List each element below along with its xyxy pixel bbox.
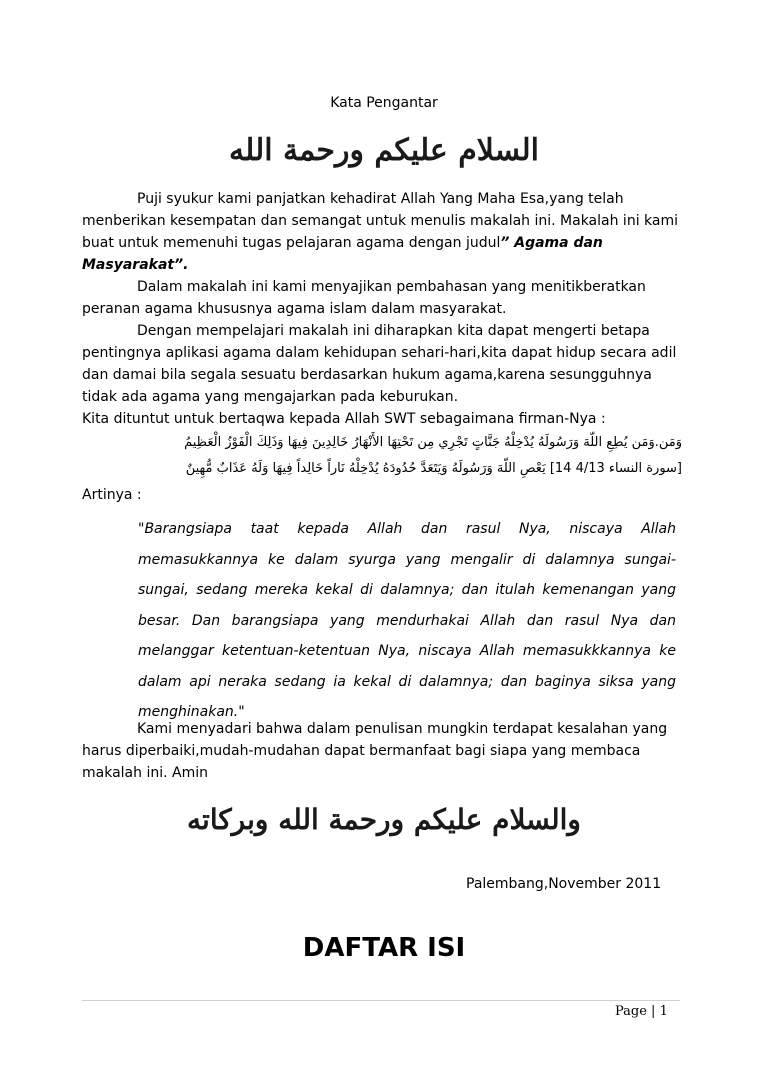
dateline: Palembang,November 2011 (466, 876, 662, 892)
closing-calligraphy: والسلام عليكم ورحمة الله وبركاته (187, 803, 581, 836)
intro-paragraph-4: Kita dituntut untuk bertaqwa kepada Allah SWT sebagaimana firman-Nya : (82, 411, 606, 427)
daftar-isi-heading: DAFTAR ISI (302, 933, 466, 963)
arabic-verse-line-2: [سورة النساء 4/13 14] يَعْصِ اللّهَ وَرَسُولَهُ وَيَتَعَدَّ حُدُودَهُ يُدْخِلْهُ نَاراً خَالِداً فِيهَا وَلَهُ عَذَابٌ مُّهِينٌ (185, 461, 682, 476)
intro-section (82, 188, 682, 430)
verse-translation: "Barangsiapa taat kepada Allah dan rasul Nya, niscaya Allah memasukkannya ke dalam syurga yang mengalir di dalamnya sungai-sungai, sedang mereka kekal di dalamnya; dan itulah kemenangan yang besar. Dan barangsiapa yang mendurhakai Allah dan rasul Nya dan melanggar ketentuan-ketentuan Nya, niscaya Allah memasukkkannya ke dalam api neraka sedang ia kekal di dalamnya; dan baginya siksa yang menghinakan." (138, 521, 676, 720)
greeting-calligraphy: السلام عليكم ورحمة الله (229, 133, 539, 168)
title-emphasis: ” Agama dan Masyarakat”. (82, 235, 603, 273)
closing-section (82, 718, 682, 784)
arabic-verse-line-1: وَمَن.وَمَن يُطِعِ اللّهَ وَرَسُولَهُ يُدْخِلْهُ جَنَّاتٍ تَجْرِي مِن تَحْتِهَا الأَنْهَارُ خَالِدِينَ فِيهَا وَذَلِكَ الْفَوْزُ الْعَظِيمُ (184, 435, 682, 450)
footer-divider (82, 1000, 680, 1001)
page-number: Page | 1 (615, 1004, 668, 1019)
intro-paragraph-2: Dalam makalah ini kami menyajikan pembahasan yang menitikberatkan peranan agama khususnya agama islam dalam masyarakat. (82, 279, 646, 317)
intro-paragraph-3: Dengan mempelajari makalah ini diharapkan kita dapat mengerti betapa pentingnya aplikasi agama dalam kehidupan sehari-hari,kita dapat hidup secara adil dan damai bila segala sesuatu berdasarkan hukum agama,karena sesungguhnya tidak ada agama yang mengajarkan pada keburukan. (82, 323, 677, 405)
artinya-label: Artinya : (82, 487, 142, 503)
intro-paragraph-1: Puji syukur kami panjatkan kehadirat Allah Yang Maha Esa,yang telah menberikan kesempatan dan semangat untuk menulis makalah ini. Makalah ini kami buat untuk memenuhi tugas pelajaran agama dengan judul” Agama dan Masyarakat”. (82, 191, 678, 273)
page-title: Kata Pengantar (330, 95, 438, 111)
closing-paragraph: Kami menyadari bahwa dalam penulisan mungkin terdapat kesalahan yang harus diperbaiki,mudah-mudahan dapat bermanfaat bagi siapa yang membaca makalah ini. Amin (82, 721, 668, 781)
